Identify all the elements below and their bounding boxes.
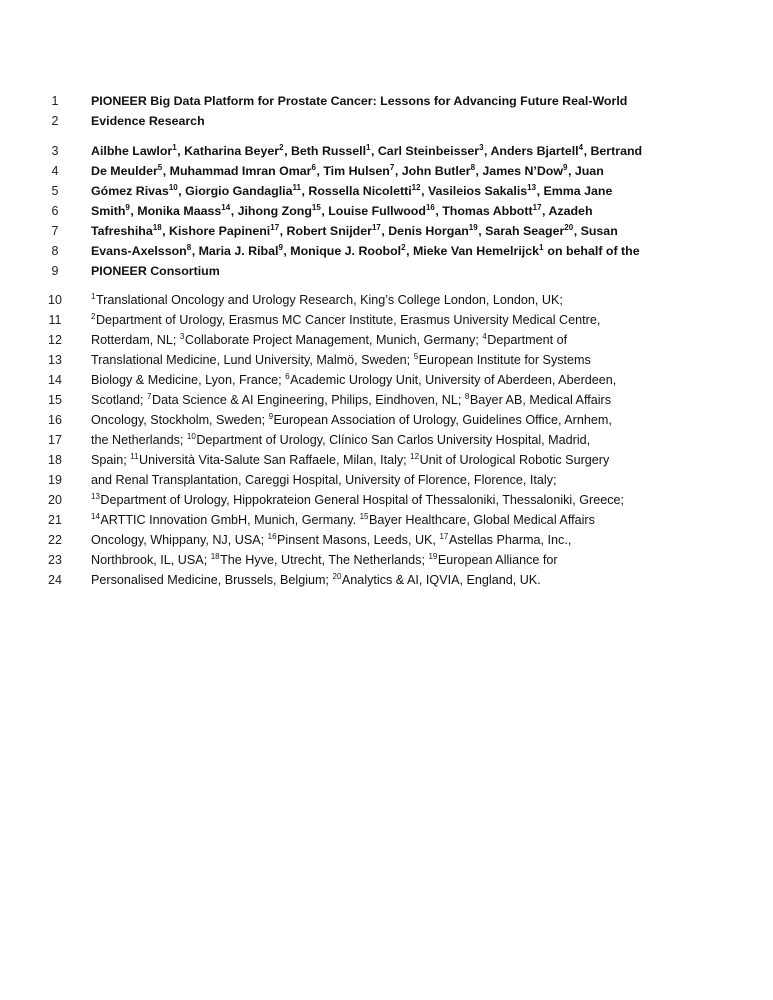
text-line (0, 111, 773, 131)
title-author-text (91, 241, 640, 261)
affiliation-text (91, 430, 590, 450)
affiliation-superscript: 5 (157, 163, 163, 172)
text-run: European Association of Urology, Guidelines Office, Arnhem, (273, 413, 612, 427)
line-number: 13 (48, 353, 62, 367)
affiliation-text (91, 450, 609, 470)
text-line (0, 450, 773, 470)
title-author-text (91, 141, 642, 161)
text-run: Department of Urology, Erasmus MC Cancer Institute, Erasmus University Medical Centre, (95, 313, 601, 327)
text-run: , Denis Horgan (381, 224, 469, 238)
text-run: Evidence Research (91, 114, 205, 128)
line-number: 6 (51, 204, 59, 218)
line-number: 1 (51, 94, 59, 108)
text-line (0, 470, 773, 490)
text-run: Personalised Medicine, Brussels, Belgium; (91, 573, 333, 587)
text-run: , Beth Russell (284, 144, 367, 158)
affiliation-superscript: 16 (425, 203, 435, 212)
text-run: , James N’Dow (475, 164, 563, 178)
affiliation-superscript: 6 (311, 163, 316, 172)
text-run: , Monika Maass (130, 204, 222, 218)
affiliation-superscript: 10 (168, 183, 178, 192)
text-run: Department of Urology, Hippokrateion General Hospital of Thessaloniki, Thessaloniki, Greece; (100, 493, 625, 507)
text-run: Pinsent Masons, Leeds, UK, (277, 533, 440, 547)
text-run: Smith (91, 204, 126, 218)
affiliation-superscript: 12 (411, 183, 421, 192)
affiliation-superscript: 1 (91, 292, 96, 301)
text-run: Northbrook, IL, USA; (91, 553, 211, 567)
text-run: , Giorgio Gandaglia (178, 184, 293, 198)
affiliation-superscript: 2 (279, 143, 284, 152)
affiliation-superscript: 13 (91, 492, 100, 501)
text-run: Department of (487, 333, 568, 347)
text-run: , Azadeh (542, 204, 593, 218)
line-number: 14 (48, 373, 62, 387)
affiliation-superscript: 17 (532, 203, 542, 212)
text-line (0, 221, 773, 241)
text-run: Collaborate Project Management, Munich, Germany; (184, 333, 483, 347)
text-line (0, 550, 773, 570)
line-number: 24 (48, 573, 62, 587)
affiliation-superscript: 11 (292, 183, 301, 192)
line-number: 23 (48, 553, 62, 567)
text-run: , Maria J. Ribal (191, 244, 279, 258)
affiliation-superscript: 9 (125, 203, 130, 212)
line-number: 17 (48, 433, 62, 447)
affiliation-text (91, 570, 541, 590)
affiliation-superscript: 15 (359, 512, 369, 521)
affiliation-superscript: 18 (210, 552, 220, 561)
text-line (0, 241, 773, 261)
affiliation-superscript: 20 (564, 223, 574, 232)
text-run: , Katharina Beyer (177, 144, 280, 158)
text-run: Data Science & AI Engineering, Philips, Eindhoven, NL; (151, 393, 465, 407)
text-run: Bayer AB, Medical Affairs (469, 393, 612, 407)
line-number: 22 (48, 533, 62, 547)
text-line (0, 261, 773, 281)
line-number: 11 (48, 313, 62, 327)
affiliation-superscript: 19 (468, 223, 478, 232)
text-line (0, 330, 773, 350)
text-run: PIONEER Big Data Platform for Prostate Cancer: Lessons for Advancing Future Real-World (91, 94, 628, 108)
text-run: Tafreshiha (91, 224, 153, 238)
affiliation-superscript: 19 (428, 552, 438, 561)
affiliation-superscript: 15 (311, 203, 321, 212)
text-line (0, 91, 773, 111)
affiliation-superscript: 7 (147, 392, 152, 401)
line-number: 9 (51, 264, 59, 278)
affiliation-superscript: 13 (527, 183, 537, 192)
text-run: , Tim Hulsen (316, 164, 390, 178)
text-run: The Hyve, Utrecht, The Netherlands; (220, 553, 429, 567)
affiliation-text (91, 390, 611, 410)
text-run: Evans-Axelsson (91, 244, 187, 258)
text-run: , Thomas Abbott (435, 204, 533, 218)
text-run: , John Butler (394, 164, 471, 178)
line-number: 16 (48, 413, 62, 427)
line-number: 10 (48, 293, 62, 307)
text-run: Scotland; (91, 393, 148, 407)
affiliation-superscript: 17 (371, 223, 381, 232)
text-run: Rotterdam, NL; (91, 333, 180, 347)
line-number: 19 (48, 473, 62, 487)
affiliation-superscript: 8 (464, 392, 470, 401)
text-run: and Renal Transplantation, Careggi Hospital, University of Florence, Florence, Italy; (91, 473, 557, 487)
text-run: Translational Medicine, Lund University, Malmö, Sweden; (91, 353, 414, 367)
affiliation-superscript: 9 (563, 163, 568, 172)
text-line (0, 510, 773, 530)
title-author-text (91, 91, 627, 111)
text-run: Oncology, Stockholm, Sweden; (91, 413, 269, 427)
affiliation-superscript: 9 (268, 412, 274, 421)
text-line (0, 410, 773, 430)
text-run: , Emma Jane (536, 184, 613, 198)
text-run: on behalf of the (543, 244, 640, 258)
text-line (0, 181, 773, 201)
text-run: PIONEER Consortium (91, 264, 220, 278)
text-line (0, 290, 773, 310)
affiliation-superscript: 20 (332, 572, 342, 581)
affiliation-superscript: 8 (470, 163, 476, 172)
text-line (0, 350, 773, 370)
text-line (0, 141, 773, 161)
text-run: Translational Oncology and Urology Research, King’s College London, London, UK; (95, 293, 563, 307)
text-run: , Susan (573, 224, 618, 238)
text-run: , Kishore Papineni (162, 224, 271, 238)
affiliation-superscript: 1 (539, 243, 544, 252)
affiliation-superscript: 8 (186, 243, 192, 252)
affiliation-text (91, 310, 600, 330)
line-number: 18 (48, 453, 62, 467)
affiliation-text (91, 550, 558, 570)
text-line (0, 530, 773, 550)
affiliation-superscript: 4 (482, 332, 487, 341)
text-run: Astellas Pharma, Inc., (448, 533, 572, 547)
affiliation-text (91, 410, 612, 430)
text-run: , Sarah Seager (478, 224, 565, 238)
text-run: , Monique J. Roobol (283, 244, 402, 258)
text-run: Ailbhe Lawlor (91, 144, 173, 158)
text-run: Analytics & AI, IQVIA, England, UK. (341, 573, 541, 587)
affiliation-superscript: 17 (439, 532, 449, 541)
text-line (0, 390, 773, 410)
affiliation-superscript: 2 (91, 312, 96, 321)
title-author-text (91, 201, 593, 221)
affiliation-superscript: 16 (267, 532, 277, 541)
text-run: Biology & Medicine, Lyon, France; (91, 373, 286, 387)
affiliation-superscript: 6 (285, 372, 290, 381)
text-run: Oncology, Whippany, NJ, USA; (91, 533, 268, 547)
affiliation-text (91, 490, 624, 510)
title-author-text (91, 261, 220, 281)
affiliation-superscript: 14 (91, 512, 100, 521)
affiliation-text (91, 530, 571, 550)
text-run: ARTTIC Innovation GmbH, Munich, Germany. (100, 513, 360, 527)
text-run: De Meulder (91, 164, 158, 178)
affiliation-superscript: 14 (221, 203, 231, 212)
affiliation-superscript: 11 (130, 452, 139, 461)
affiliation-superscript: 4 (578, 143, 584, 152)
text-line (0, 370, 773, 390)
affiliation-superscript: 7 (389, 163, 395, 172)
affiliation-text (91, 350, 591, 370)
line-number: 4 (51, 164, 59, 178)
title-author-text (91, 111, 205, 131)
line-number: 7 (51, 224, 59, 238)
text-run: Unit of Urological Robotic Surgery (419, 453, 610, 467)
affiliation-superscript: 9 (278, 243, 283, 252)
text-run: European Alliance for (437, 553, 558, 567)
text-line (0, 490, 773, 510)
text-line (0, 570, 773, 590)
text-run: , Rossella Nicoletti (301, 184, 412, 198)
text-run: the Netherlands; (91, 433, 187, 447)
text-line (0, 310, 773, 330)
affiliation-text (91, 510, 595, 530)
text-run: Department of Urology, Clínico San Carlos University Hospital, Madrid, (196, 433, 591, 447)
text-run: Università Vita-Salute San Raffaele, Milan, Italy; (139, 453, 411, 467)
text-run: , Louise Fullwood (321, 204, 426, 218)
affiliation-text (91, 290, 563, 310)
affiliation-superscript: 3 (179, 332, 185, 341)
title-author-text (91, 161, 604, 181)
text-line (0, 201, 773, 221)
affiliation-text (91, 370, 616, 390)
text-run: , Carl Steinbeisser (370, 144, 480, 158)
text-line (0, 430, 773, 450)
affiliation-superscript: 17 (270, 223, 280, 232)
affiliation-superscript: 3 (479, 143, 484, 152)
line-number: 21 (48, 513, 62, 527)
text-run: , Bertrand (583, 144, 643, 158)
line-number: 2 (51, 114, 59, 128)
text-line (0, 161, 773, 181)
line-number: 8 (51, 244, 59, 258)
text-run: , Juan (567, 164, 604, 178)
text-run: Spain; (91, 453, 131, 467)
text-run: Gómez Rivas (91, 184, 169, 198)
text-run: , Anders Bjartell (484, 144, 579, 158)
affiliation-superscript: 10 (186, 432, 196, 441)
affiliation-superscript: 1 (172, 143, 177, 152)
title-author-text (91, 181, 612, 201)
line-number: 15 (48, 393, 62, 407)
affiliation-text (91, 330, 567, 350)
affiliation-superscript: 5 (413, 352, 419, 361)
text-run: Bayer Healthcare, Global Medical Affairs (369, 513, 595, 527)
line-number: 3 (51, 144, 59, 158)
text-run: European Institute for Systems (418, 353, 591, 367)
affiliation-superscript: 12 (410, 452, 420, 461)
text-run: , Vasileios Sakalis (421, 184, 528, 198)
affiliation-superscript: 2 (401, 243, 406, 252)
affiliation-superscript: 18 (152, 223, 162, 232)
title-author-text (91, 221, 618, 241)
line-number: 12 (48, 333, 62, 347)
text-run: , Mieke Van Hemelrijck (406, 244, 539, 258)
line-number: 20 (48, 493, 62, 507)
text-run: , Muhammad Imran Omar (162, 164, 312, 178)
affiliation-superscript: 1 (366, 143, 371, 152)
text-run: , Jihong Zong (230, 204, 312, 218)
affiliation-text (91, 470, 557, 490)
text-run: , Robert Snijder (279, 224, 372, 238)
line-number: 5 (51, 184, 59, 198)
text-run: Academic Urology Unit, University of Aberdeen, Aberdeen, (290, 373, 617, 387)
